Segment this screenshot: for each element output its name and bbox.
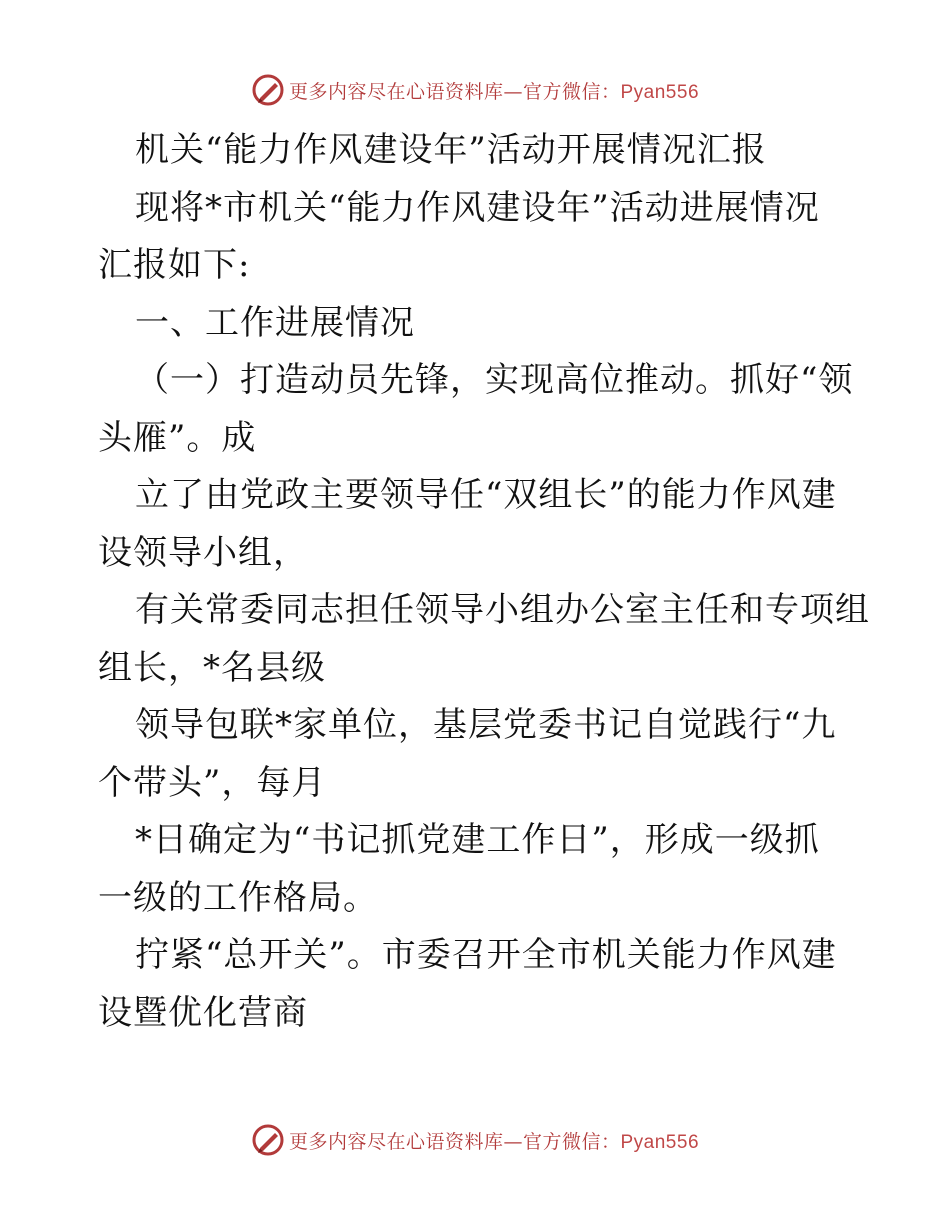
pen-logo-icon xyxy=(251,1123,285,1157)
paragraph-line: *日确定为“书记抓党建工作日”，形成一级抓 xyxy=(135,820,820,860)
pen-logo-icon xyxy=(251,73,285,107)
paragraph-line: 有关常委同志担任领导小组办公室主任和专项组 xyxy=(135,590,870,630)
footer-banner-text: 更多内容尽在心语资料库—官方微信：Pyan556 xyxy=(288,1130,700,1153)
paragraph-line: 立了由党政主要领导任“双组长”的能力作风建 xyxy=(135,475,837,515)
paragraph-line: 设暨优化营商 xyxy=(98,992,308,1033)
section-heading: 一、工作进展情况 xyxy=(135,302,415,343)
header-banner-wechat-id: Pyan556 xyxy=(620,81,700,103)
paragraph-line: 组长，*名县级 xyxy=(98,647,326,688)
footer-banner-wechat-id: Pyan556 xyxy=(620,1131,700,1153)
header-banner-text: 更多内容尽在心语资料库—官方微信：Pyan556 xyxy=(288,80,700,103)
paragraph-line: 现将*市机关“能力作风建设年”活动进展情况 xyxy=(135,187,820,228)
paragraph-line: 个带头”，每月 xyxy=(98,762,327,803)
paragraph-line: 头雁”。成 xyxy=(98,417,257,458)
footer-banner xyxy=(0,1120,950,1160)
header-banner xyxy=(0,70,950,110)
paragraph-line: 一级的工作格局。 xyxy=(98,877,378,918)
paragraph-line: 拧紧“总开关”。市委召开全市机关能力作风建 xyxy=(135,935,837,975)
paragraph-line: 汇报如下: xyxy=(98,245,251,285)
paragraph-line: （一）打造动员先锋，实现高位推动。抓好“领 xyxy=(135,360,854,400)
document-body xyxy=(98,122,870,1042)
document-title: 机关“能力作风建设年”活动开展情况汇报 xyxy=(135,130,767,170)
paragraph-line: 设领导小组， xyxy=(98,532,308,573)
paragraph-line: 领导包联*家单位，基层党委书记自觉践行“九 xyxy=(135,705,837,745)
